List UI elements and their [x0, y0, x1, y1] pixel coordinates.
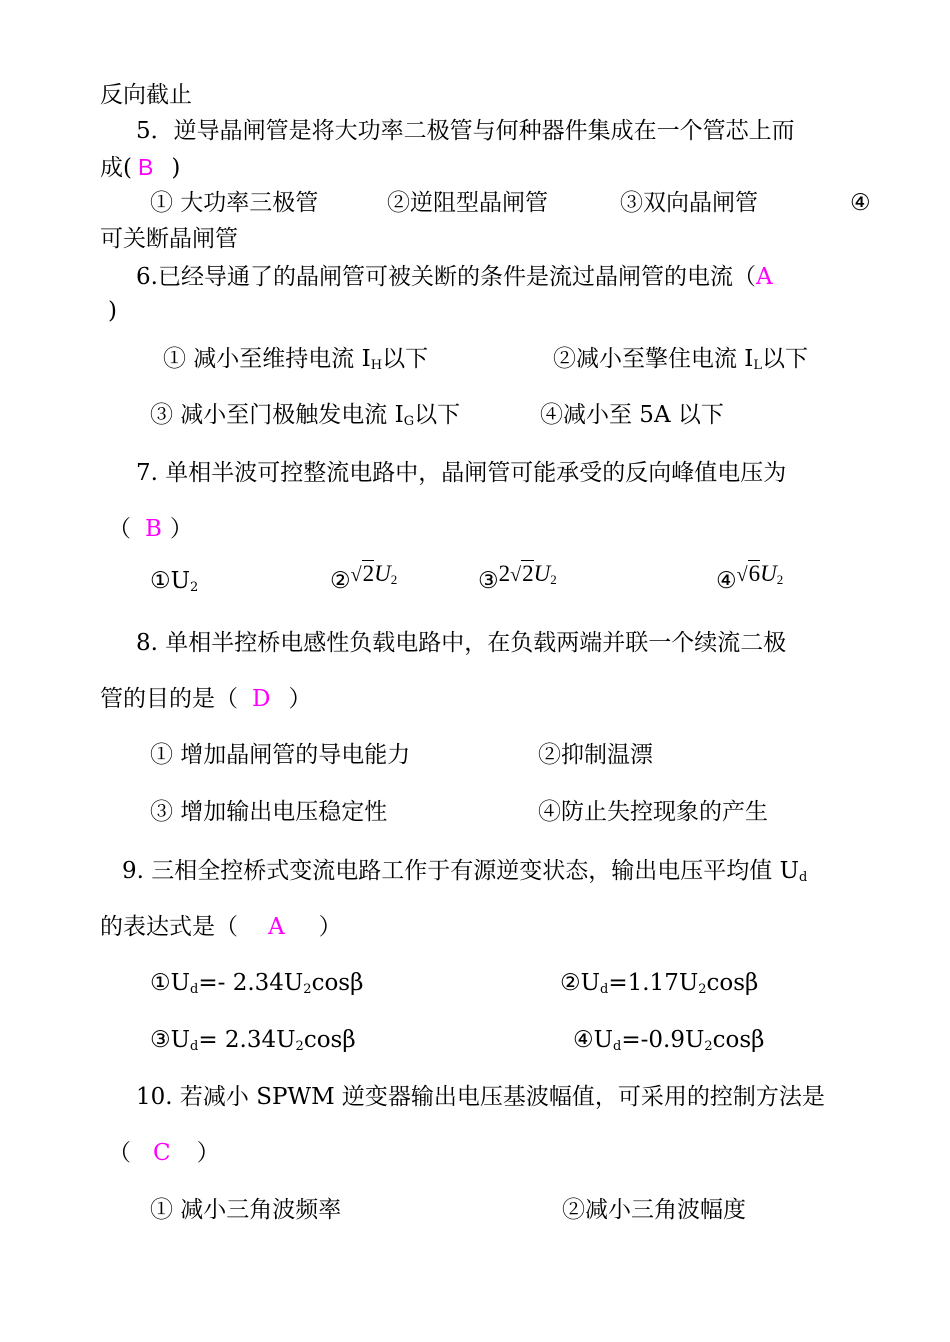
text-line: 反向截止 — [100, 82, 192, 108]
question-8-stem: 8. 单相半控桥电感性负载电路中，在负载两端并联一个续流二极 — [136, 630, 787, 656]
answer-q7: B — [145, 516, 162, 542]
q6-option-1: ① 减小至维持电流 $I_H$以下 — [163, 346, 429, 373]
q10-option-1: ① 减小三角波频率 — [150, 1197, 342, 1223]
q5-option-2: ②逆阻型晶闸管 — [387, 190, 548, 216]
q7-option-4: $④√6U_2$ — [716, 561, 784, 593]
question-10-stem: 10. 若减小 SPWM 逆变器输出电压基波幅值，可采用的控制方法是 — [136, 1084, 825, 1110]
q8-option-3: ③ 增加输出电压稳定性 — [150, 799, 388, 825]
q8-option-1: ① 增加晶闸管的导电能力 — [150, 742, 411, 768]
question-6-stem: 6.已经导通了的晶闸管可被关断的条件是流过晶闸管的电流（A — [136, 264, 773, 290]
question-9-stem: 9. 三相全控桥式变流电路工作于有源逆变状态，输出电压平均值 $U_d$ — [122, 858, 808, 885]
question-9-stem-cont: 的表达式是（ A ） — [100, 914, 342, 940]
answer-q6: A — [755, 264, 773, 290]
q5-option-3: ③双向晶闸管 — [620, 190, 758, 216]
q10-option-2: ②减小三角波幅度 — [562, 1197, 746, 1223]
q9-option-4: $④U_d=-0.9U_2\cos\beta$ — [573, 1027, 765, 1054]
question-10-stem-cont: （ C ） — [108, 1140, 220, 1166]
answer-q5: B — [137, 154, 154, 180]
question-8-stem-cont: 管的目的是（ D ） — [100, 686, 312, 712]
q7-option-3: $③2√2U_2$ — [478, 561, 557, 593]
q9-option-2: $②U_d=1.17U_2\cos\beta$ — [560, 970, 759, 997]
question-5-stem-cont: 成( B ) — [100, 154, 181, 181]
q8-option-2: ②抑制温漂 — [538, 742, 653, 768]
q9-option-3: $③U_d= 2.34U_2\cos\beta$ — [150, 1027, 356, 1054]
question-7-stem: 7. 单相半波可控整流电路中，晶闸管可能承受的反向峰值电压为 — [136, 460, 787, 486]
answer-q9: A — [268, 914, 285, 940]
answer-q8: D — [252, 686, 271, 712]
answer-q10: C — [153, 1140, 171, 1166]
q8-option-4: ④防止失控现象的产生 — [538, 799, 768, 825]
q5-option-4-text: 可关断晶闸管 — [100, 226, 238, 252]
q5-option-4: ④ — [850, 190, 871, 216]
q9-option-1: $①U_d=-$ $2.34U_2\cos\beta$ — [150, 970, 364, 997]
question-6-stem-cont: ) — [108, 298, 117, 324]
q6-option-2: ②减小至擎住电流 $I_L$以下 — [553, 346, 809, 373]
q6-option-4: ④减小至 5A 以下 — [540, 402, 724, 428]
q6-option-3: ③ 减小至门极触发电流 $I_G$以下 — [150, 402, 461, 429]
question-5-stem: 5．逆导晶闸管是将大功率二极管与何种器件集成在一个管芯上而 — [136, 118, 795, 144]
q7-option-1: $①U_2$ — [150, 568, 199, 595]
question-7-stem-cont: （ B ） — [108, 516, 193, 542]
q7-option-2: $②√2U_2$ — [330, 561, 398, 593]
q5-option-1: ① 大功率三极管 — [150, 190, 319, 216]
